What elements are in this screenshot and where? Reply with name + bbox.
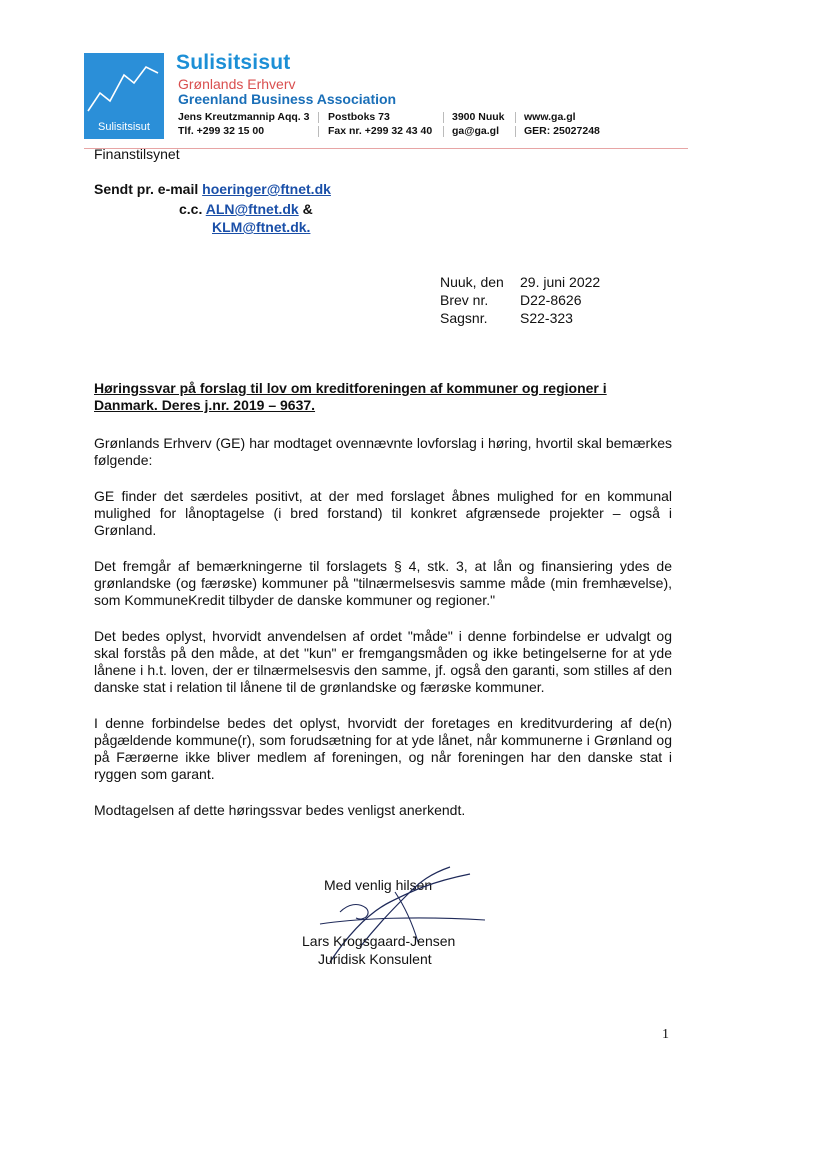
signer-name: Lars Krogsgaard-Jensen	[302, 933, 456, 949]
signer-block	[302, 932, 455, 968]
sent-by-email-line	[94, 181, 331, 197]
website[interactable]: www.ga.gl	[524, 111, 576, 123]
address: Jens Kreutzmannip Aqq. 3	[178, 111, 310, 123]
city: 3900 Nuuk	[452, 111, 505, 123]
divider	[515, 126, 516, 137]
recipient: Finanstilsynet	[94, 146, 180, 162]
divider	[515, 112, 516, 123]
page-number: 1	[662, 1027, 669, 1042]
cc-line-2	[212, 219, 310, 235]
postbox: Postboks 73	[328, 111, 390, 123]
contact-email[interactable]: ga@ga.gl	[452, 125, 499, 137]
cc-line	[179, 201, 313, 217]
letter-body	[94, 435, 672, 838]
cc-email-link-2[interactable]: KLM@ftnet.dk.	[212, 219, 311, 235]
reference-block	[440, 273, 600, 327]
sent-label: Sendt pr. e-mail	[94, 181, 199, 197]
case-number: S22-323	[520, 310, 573, 326]
letter-number: D22-8626	[520, 292, 582, 308]
paragraph: Det bedes oplyst, hvorvidt anvendelsen af ordet "måde" i denne forbindelse er udvalgt og skal forstås på den måde, at det "kun" er fremgangsmåden og ikke betingelserne for at yde lånene i h.t. loven, der er tilnærmelsesvis den samme, jf. også den garanti, som stilles af den danske stat i relation til lånene til de grønlandske og færøske kommuner.	[94, 628, 672, 695]
letter-date: 29. juni 2022	[520, 274, 601, 290]
paragraph: I denne forbindelse bedes det oplyst, hvorvidt der foretages en kreditvurdering af de(n) pågældende kommune(r), som forudsætning for at yde lånet, når kommunerne i Grønland og på Færøerne ikke bliver medlem af foreningen, og når foreningen har den danske stat i ryggen som garant.	[94, 715, 672, 782]
brand-name-danish: Grønlands Erhverv	[178, 76, 296, 92]
phone: Tlf. +299 32 15 00	[178, 125, 265, 137]
paragraph: Grønlands Erhverv (GE) har modtaget ovennævnte lovforslag i høring, hvortil skal bemærkes følgende:	[94, 435, 672, 468]
date-row	[440, 273, 600, 291]
letter-number-row	[440, 291, 600, 309]
ger-number: GER: 25027248	[524, 125, 600, 137]
divider	[318, 126, 319, 137]
brand-name: Sulisitsisut	[176, 51, 291, 74]
paragraph: Det fremgår af bemærkningerne til forslagets § 4, stk. 3, at lån og finansiering ydes de grønlandske (og færøske) kommuner på "tilnærmelsesvis samme måde (min fremhævelse), som KommuneKredit tilbyder de danske kommuner og regioner."	[94, 558, 672, 608]
fax: Fax nr. +299 32 43 40	[328, 125, 433, 137]
letter-number-label: Brev nr.	[440, 292, 489, 308]
case-number-row	[440, 309, 600, 327]
divider	[443, 112, 444, 123]
brand-name-english: Greenland Business Association	[178, 91, 397, 107]
email-link[interactable]: hoeringer@ftnet.dk	[202, 181, 331, 197]
case-number-label: Sagsnr.	[440, 310, 488, 326]
logo-text: Sulisitsisut	[98, 121, 150, 133]
closing-salutation: Med venlig hilsen	[324, 877, 433, 893]
cc-label: c.c.	[179, 201, 203, 217]
divider	[443, 126, 444, 137]
cc-email-link[interactable]: ALN@ftnet.dk	[205, 201, 299, 217]
paragraph: Modtagelsen af dette høringssvar bedes venligst anerkendt.	[94, 802, 466, 818]
paragraph: GE finder det særdeles positivt, at der med forslaget åbnes mulighed for en kommunal mulighed for lånoptagelse (i bred forstand) til konkret afgrænsede projekter – også i Grønland.	[94, 488, 672, 538]
ampersand: &	[302, 201, 313, 217]
place-label: Nuuk, den	[440, 274, 504, 290]
divider	[318, 112, 319, 123]
signer-title: Juridisk Konsulent	[318, 951, 432, 967]
subject-heading: Høringssvar på forslag til lov om kreditforeningen af kommuner og regioner i Danmark. Deres j.nr. 2019 – 9637.	[94, 380, 607, 413]
logo	[84, 53, 164, 139]
